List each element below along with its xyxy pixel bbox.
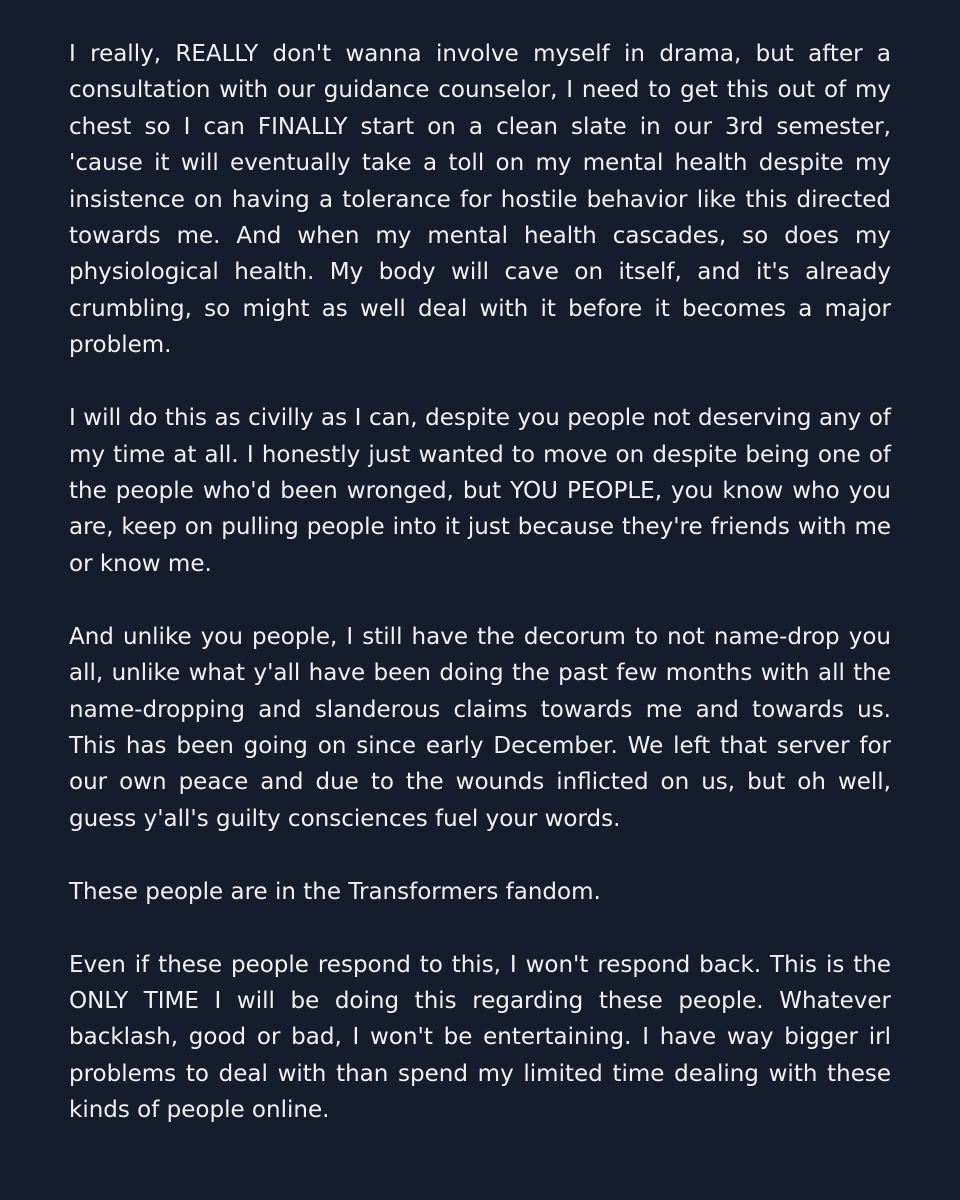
post-body <box>69 36 891 1129</box>
paragraph-5: Even if these people respond to this, I won't respond back. This is the ONLY TIME I will be doing this regarding these people. Whatever backlash, good or bad, I won't be entertaining. I have way bigger irl problems to deal with than spend my limited time dealing with these kinds of people online. <box>69 951 891 1124</box>
paragraph-4: These people are in the Transformers fandom. <box>69 878 601 905</box>
paragraph-2: I will do this as civilly as I can, despite you people not deserving any of my time at all. I honestly just wanted to move on despite being one of the people who'd been wronged, but YOU PEOPLE, you know who you are, keep on pulling people into it just because they're friends with me or know me. <box>69 405 891 577</box>
paragraph-3: And unlike you people, I still have the decorum to not name-drop you all, unlike what y'all have been doing the past few months with all the name-dropping and slanderous claims towards me and towards us. This has been going on since early December. We left that server for our own peace and due to the wounds inflicted on us, but oh well, guess y'all's guilty consciences fuel your words. <box>69 623 891 832</box>
paragraph-1: I really, REALLY don't wanna involve myself in drama, but after a consultation with our guidance counselor, I need to get this out of my chest so I can FINALLY start on a clean slate in our 3rd semester, 'cause it will eventually take a toll on my mental health despite my insistence on having a tolerance for hostile behavior like this directed towards me. And when my mental health cascades, so does my physiological health. My body will cave on itself, and it's already crumbling, so might as well deal with it before it becomes a major problem. <box>69 41 891 359</box>
